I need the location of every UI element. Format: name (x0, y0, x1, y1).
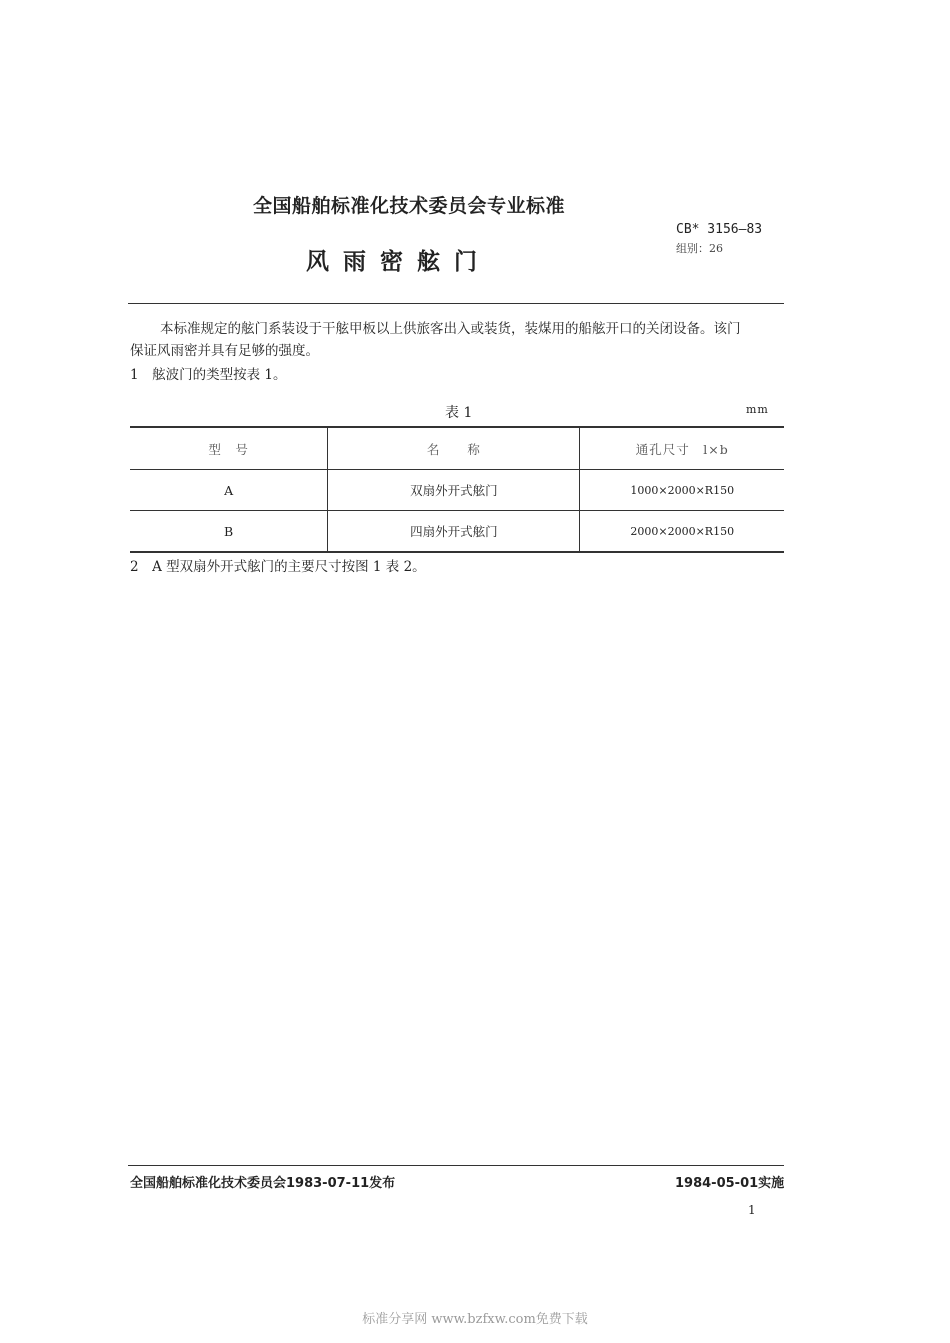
cell-type: B (130, 511, 328, 553)
table-caption: 表 1 (445, 405, 473, 421)
section-1-text: 1 舷波门的类型按表 1。 (130, 367, 287, 383)
standard-group: 组别：26 (676, 242, 723, 255)
header-cell-name: 名 称 (328, 427, 580, 470)
header-divider (128, 303, 784, 304)
section-2-text: 2 A 型双扇外开式舷门的主要尺寸按图 1 表 2。 (130, 559, 426, 575)
intro-paragraph-line-2: 保证风雨密并具有足够的强度。 (130, 343, 319, 359)
table-row (130, 511, 784, 553)
issue-date: 全国船舶标准化技术委员会1983-07-11发布 (130, 1176, 396, 1191)
standard-code: CB* 3156—83 (676, 222, 763, 237)
cell-name: 双扇外开式舷门 (328, 470, 580, 511)
issuing-organization-heading: 全国船舶标准化技术委员会专业标准 (253, 195, 566, 217)
intro-paragraph-line-1: 本标准规定的舷门系装设于干舷甲板以上供旅客出入或装货，装煤用的船舷开口的关闭设备。该门 (160, 321, 741, 337)
cell-name: 四扇外开式舷门 (328, 511, 580, 553)
header-cell-type: 型 号 (130, 427, 328, 470)
cell-opening-size: 1000×2000×R150 (630, 483, 735, 497)
table-unit: mm (746, 403, 769, 416)
site-watermark: 标准分享网 www.bzfxw.com免费下载 (362, 1312, 588, 1327)
document-title: 风雨密舷门 (306, 249, 491, 275)
door-type-table (130, 426, 784, 553)
header-cell-opening-size: 通孔尺寸 l×b (635, 441, 729, 457)
effective-date: 1984-05-01实施 (675, 1176, 785, 1191)
cell-opening-size: 2000×2000×R150 (630, 524, 735, 538)
table-row (130, 470, 784, 511)
footer-divider (128, 1165, 784, 1166)
table-header-row (130, 427, 784, 470)
cell-type: A (130, 470, 328, 511)
page-number: 1 (748, 1203, 756, 1217)
